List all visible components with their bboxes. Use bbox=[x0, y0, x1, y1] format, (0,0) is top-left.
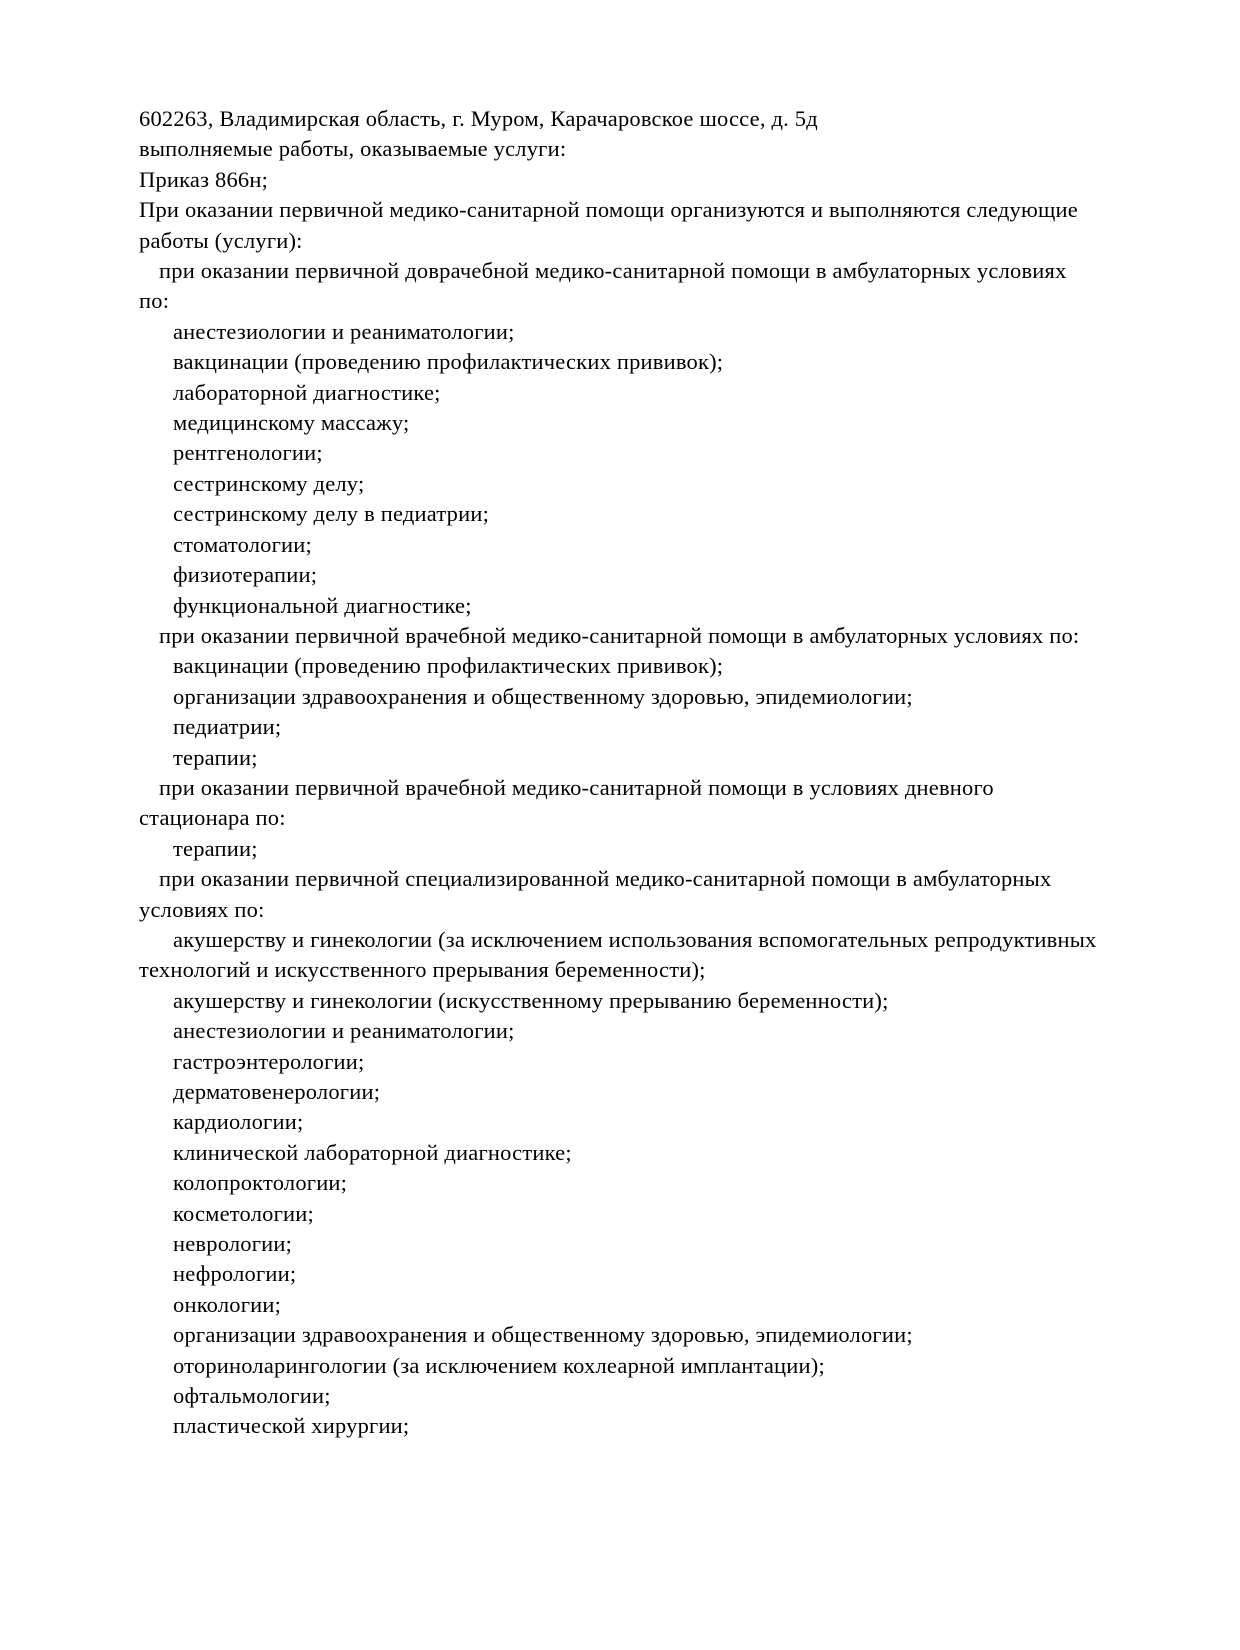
text-line: вакцинации (проведению профилактических прививок); bbox=[173, 653, 724, 679]
text-line: вакцинации (проведению профилактических прививок); bbox=[173, 349, 724, 375]
text-line: нефрологии; bbox=[173, 1261, 297, 1287]
text-line: лабораторной диагностике; bbox=[173, 379, 441, 405]
text-line: рентгенологии; bbox=[173, 440, 323, 466]
text-line: анестезиологии и реаниматологии; bbox=[173, 1018, 515, 1044]
text-line: кардиологии; bbox=[173, 1109, 304, 1135]
text-line: неврологии; bbox=[173, 1231, 293, 1257]
text-line: функциональной диагностике; bbox=[173, 592, 472, 618]
text-line: стационара по: bbox=[139, 805, 286, 831]
text-line: Приказ 866н; bbox=[139, 166, 269, 192]
text-line: при оказании первичной доврачебной медико-санитарной помощи в амбулаторных условиях bbox=[159, 258, 1067, 284]
text-line: анестезиологии и реаниматологии; bbox=[173, 318, 515, 344]
text-line: выполняемые работы, оказываемые услуги: bbox=[139, 136, 567, 162]
text-line: сестринскому делу; bbox=[173, 470, 365, 496]
text-line: При оказании первичной медико-санитарной помощи организуются и выполняются следующие bbox=[139, 197, 1078, 223]
text-line: педиатрии; bbox=[173, 714, 282, 740]
text-line: офтальмологии; bbox=[173, 1383, 331, 1409]
text-line: косметологии; bbox=[173, 1200, 314, 1226]
text-line: при оказании первичной врачебной медико-санитарной помощи в амбулаторных условиях по: bbox=[159, 622, 1080, 648]
text-line: организации здравоохранения и общественному здоровью, эпидемиологии; bbox=[173, 1322, 913, 1348]
text-line: по: bbox=[139, 288, 170, 314]
text-line: дерматовенерологии; bbox=[173, 1079, 381, 1104]
text-line: работы (услуги): bbox=[139, 227, 303, 253]
license-works-text-block bbox=[139, 104, 1199, 1442]
text-line: технологий и искусственного прерывания беременности); bbox=[139, 957, 706, 983]
text-line: терапии; bbox=[173, 835, 258, 861]
text-line: организации здравоохранения и общественному здоровью, эпидемиологии; bbox=[173, 683, 913, 709]
text-line: условиях по: bbox=[139, 896, 265, 922]
text-line: гастроэнтерологии; bbox=[173, 1048, 365, 1074]
text-line: при оказании первичной врачебной медико-санитарной помощи в условиях дневного bbox=[159, 774, 994, 800]
text-line: медицинскому массажу; bbox=[173, 410, 410, 436]
text-line: колопроктологии; bbox=[173, 1170, 348, 1196]
text-line: стоматологии; bbox=[173, 531, 312, 557]
text-line: сестринскому делу в педиатрии; bbox=[173, 501, 490, 527]
text-line: оториноларингологии (за исключением кохлеарной имплантации); bbox=[173, 1352, 825, 1378]
text-line: акушерству и гинекологии (за исключением использования вспомогательных репродуктивных bbox=[173, 926, 1097, 952]
text-line: пластической хирургии; bbox=[173, 1413, 410, 1439]
text-line: онкологии; bbox=[173, 1291, 282, 1317]
text-line: клинической лабораторной диагностике; bbox=[173, 1139, 572, 1165]
text-line: терапии; bbox=[173, 744, 258, 770]
text-line: физиотерапии; bbox=[173, 562, 318, 588]
text-line: акушерству и гинекологии (искусственному прерыванию беременности); bbox=[173, 987, 889, 1013]
text-line: 602263, Владимирская область, г. Муром, Карачаровское шоссе, д. 5д bbox=[139, 106, 818, 131]
text-line: при оказании первичной специализированной медико-санитарной помощи в амбулаторных bbox=[159, 866, 1052, 892]
